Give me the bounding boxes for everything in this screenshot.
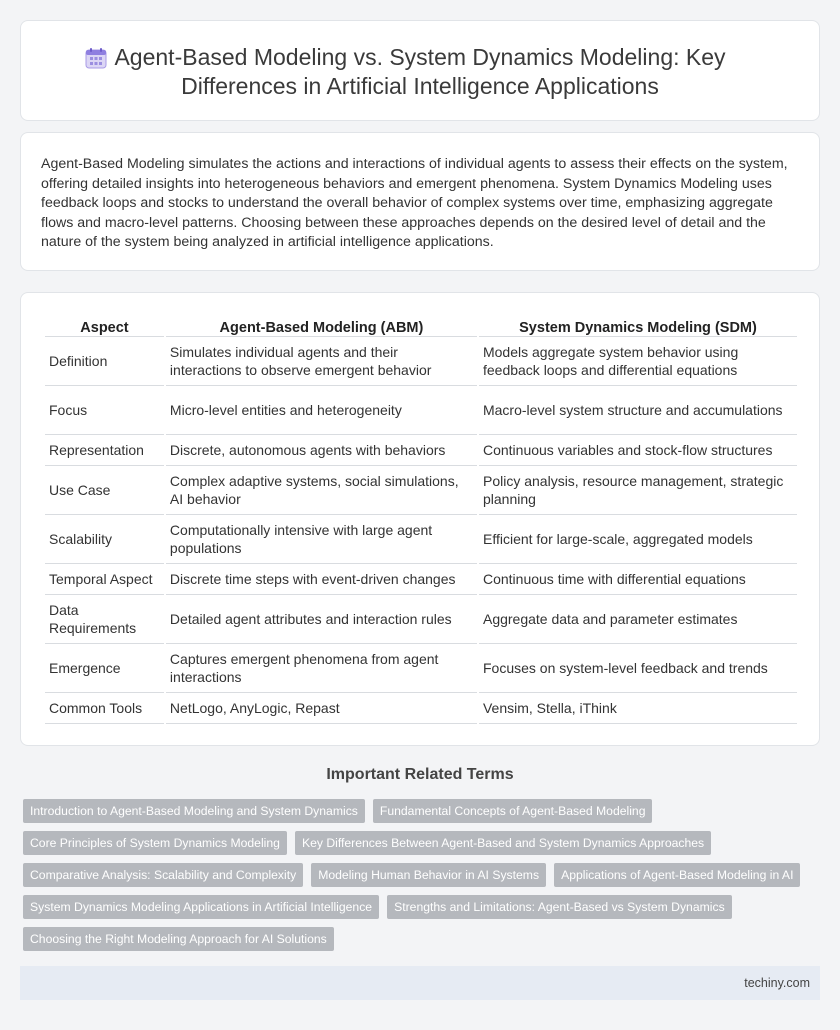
table-cell: Use Case bbox=[45, 466, 164, 515]
table-cell: Complex adaptive systems, social simulations, AI behavior bbox=[166, 466, 477, 515]
table-cell: Focus bbox=[45, 386, 164, 435]
intro-card bbox=[20, 132, 820, 271]
table-row bbox=[45, 693, 797, 724]
related-term-tag[interactable]: Comparative Analysis: Scalability and Complexity bbox=[23, 863, 303, 887]
table-cell: Computationally intensive with large agent populations bbox=[166, 515, 477, 564]
related-term-tag[interactable]: Core Principles of System Dynamics Modeling bbox=[23, 831, 287, 855]
table-cell: Continuous variables and stock-flow structures bbox=[479, 435, 797, 466]
table-cell: Captures emergent phenomena from agent interactions bbox=[166, 644, 477, 693]
related-term-tag[interactable]: Key Differences Between Agent-Based and System Dynamics Approaches bbox=[295, 831, 711, 855]
related-term-tag[interactable]: Introduction to Agent-Based Modeling and System Dynamics bbox=[23, 799, 365, 823]
intro-paragraph: Agent-Based Modeling simulates the actions and interactions of individual agents to assess their effects on the system, offering detailed insights into heterogeneous behaviors and emergent phenomena. System Dynamics Modeling uses feedback loops and stocks to understand the overall behavior of complex systems over time, emphasizing aggregate flows and macro-level patterns. Choosing between these approaches depends on the desired level of detail and the nature of the system being analyzed in artificial intelligence applications. bbox=[41, 156, 788, 251]
table-row bbox=[45, 466, 797, 515]
table-row bbox=[45, 564, 797, 595]
table-row bbox=[45, 595, 797, 644]
table-cell: Detailed agent attributes and interaction rules bbox=[166, 595, 477, 644]
table-header-row bbox=[45, 315, 797, 337]
header-card bbox=[20, 20, 820, 121]
footer-site-link[interactable]: techiny.com bbox=[744, 976, 810, 990]
table-row bbox=[45, 386, 797, 435]
table-cell: Definition bbox=[45, 337, 164, 386]
related-terms-list bbox=[23, 799, 813, 951]
table-row bbox=[45, 337, 797, 386]
table-cell: Simulates individual agents and their interactions to observe emergent behavior bbox=[166, 337, 477, 386]
table-cell: Discrete, autonomous agents with behaviors bbox=[166, 435, 477, 466]
table-row bbox=[45, 515, 797, 564]
related-term-tag[interactable]: Modeling Human Behavior in AI Systems bbox=[311, 863, 546, 887]
related-terms-title: Important Related Terms bbox=[326, 766, 514, 783]
table-cell: Vensim, Stella, iThink bbox=[479, 693, 797, 724]
table-row bbox=[45, 644, 797, 693]
table-cell: Policy analysis, resource management, strategic planning bbox=[479, 466, 797, 515]
column-header-sdm: System Dynamics Modeling (SDM) bbox=[479, 315, 797, 337]
table-cell: Data Requirements bbox=[45, 595, 164, 644]
table-cell: Scalability bbox=[45, 515, 164, 564]
table-cell: Focuses on system-level feedback and trends bbox=[479, 644, 797, 693]
comparison-table-card bbox=[20, 292, 820, 746]
table-cell: Representation bbox=[45, 435, 164, 466]
table-cell: Temporal Aspect bbox=[45, 564, 164, 595]
footer bbox=[20, 966, 820, 1000]
table-cell: Efficient for large-scale, aggregated models bbox=[479, 515, 797, 564]
related-term-tag[interactable]: Fundamental Concepts of Agent-Based Modeling bbox=[373, 799, 653, 823]
column-header-abm: Agent-Based Modeling (ABM) bbox=[166, 315, 477, 337]
table-cell: Continuous time with differential equations bbox=[479, 564, 797, 595]
column-header-aspect: Aspect bbox=[45, 315, 164, 337]
table-cell: Models aggregate system behavior using feedback loops and differential equations bbox=[479, 337, 797, 386]
comparison-table bbox=[43, 315, 799, 724]
table-cell: NetLogo, AnyLogic, Repast bbox=[166, 693, 477, 724]
table-cell: Emergence bbox=[45, 644, 164, 693]
table-cell: Macro-level system structure and accumulations bbox=[479, 386, 797, 435]
table-cell: Aggregate data and parameter estimates bbox=[479, 595, 797, 644]
table-row bbox=[45, 435, 797, 466]
table-cell: Discrete time steps with event-driven changes bbox=[166, 564, 477, 595]
related-term-tag[interactable]: Strengths and Limitations: Agent-Based vs System Dynamics bbox=[387, 895, 732, 919]
related-term-tag[interactable]: Applications of Agent-Based Modeling in AI bbox=[554, 863, 800, 887]
table-cell: Common Tools bbox=[45, 693, 164, 724]
related-term-tag[interactable]: Choosing the Right Modeling Approach for AI Solutions bbox=[23, 927, 334, 951]
related-term-tag[interactable]: System Dynamics Modeling Applications in Artificial Intelligence bbox=[23, 895, 379, 919]
table-cell: Micro-level entities and heterogeneity bbox=[166, 386, 477, 435]
page-title: Agent-Based Modeling vs. System Dynamics Modeling: Key Differences in Artificial Intelligence Applications bbox=[114, 44, 726, 99]
